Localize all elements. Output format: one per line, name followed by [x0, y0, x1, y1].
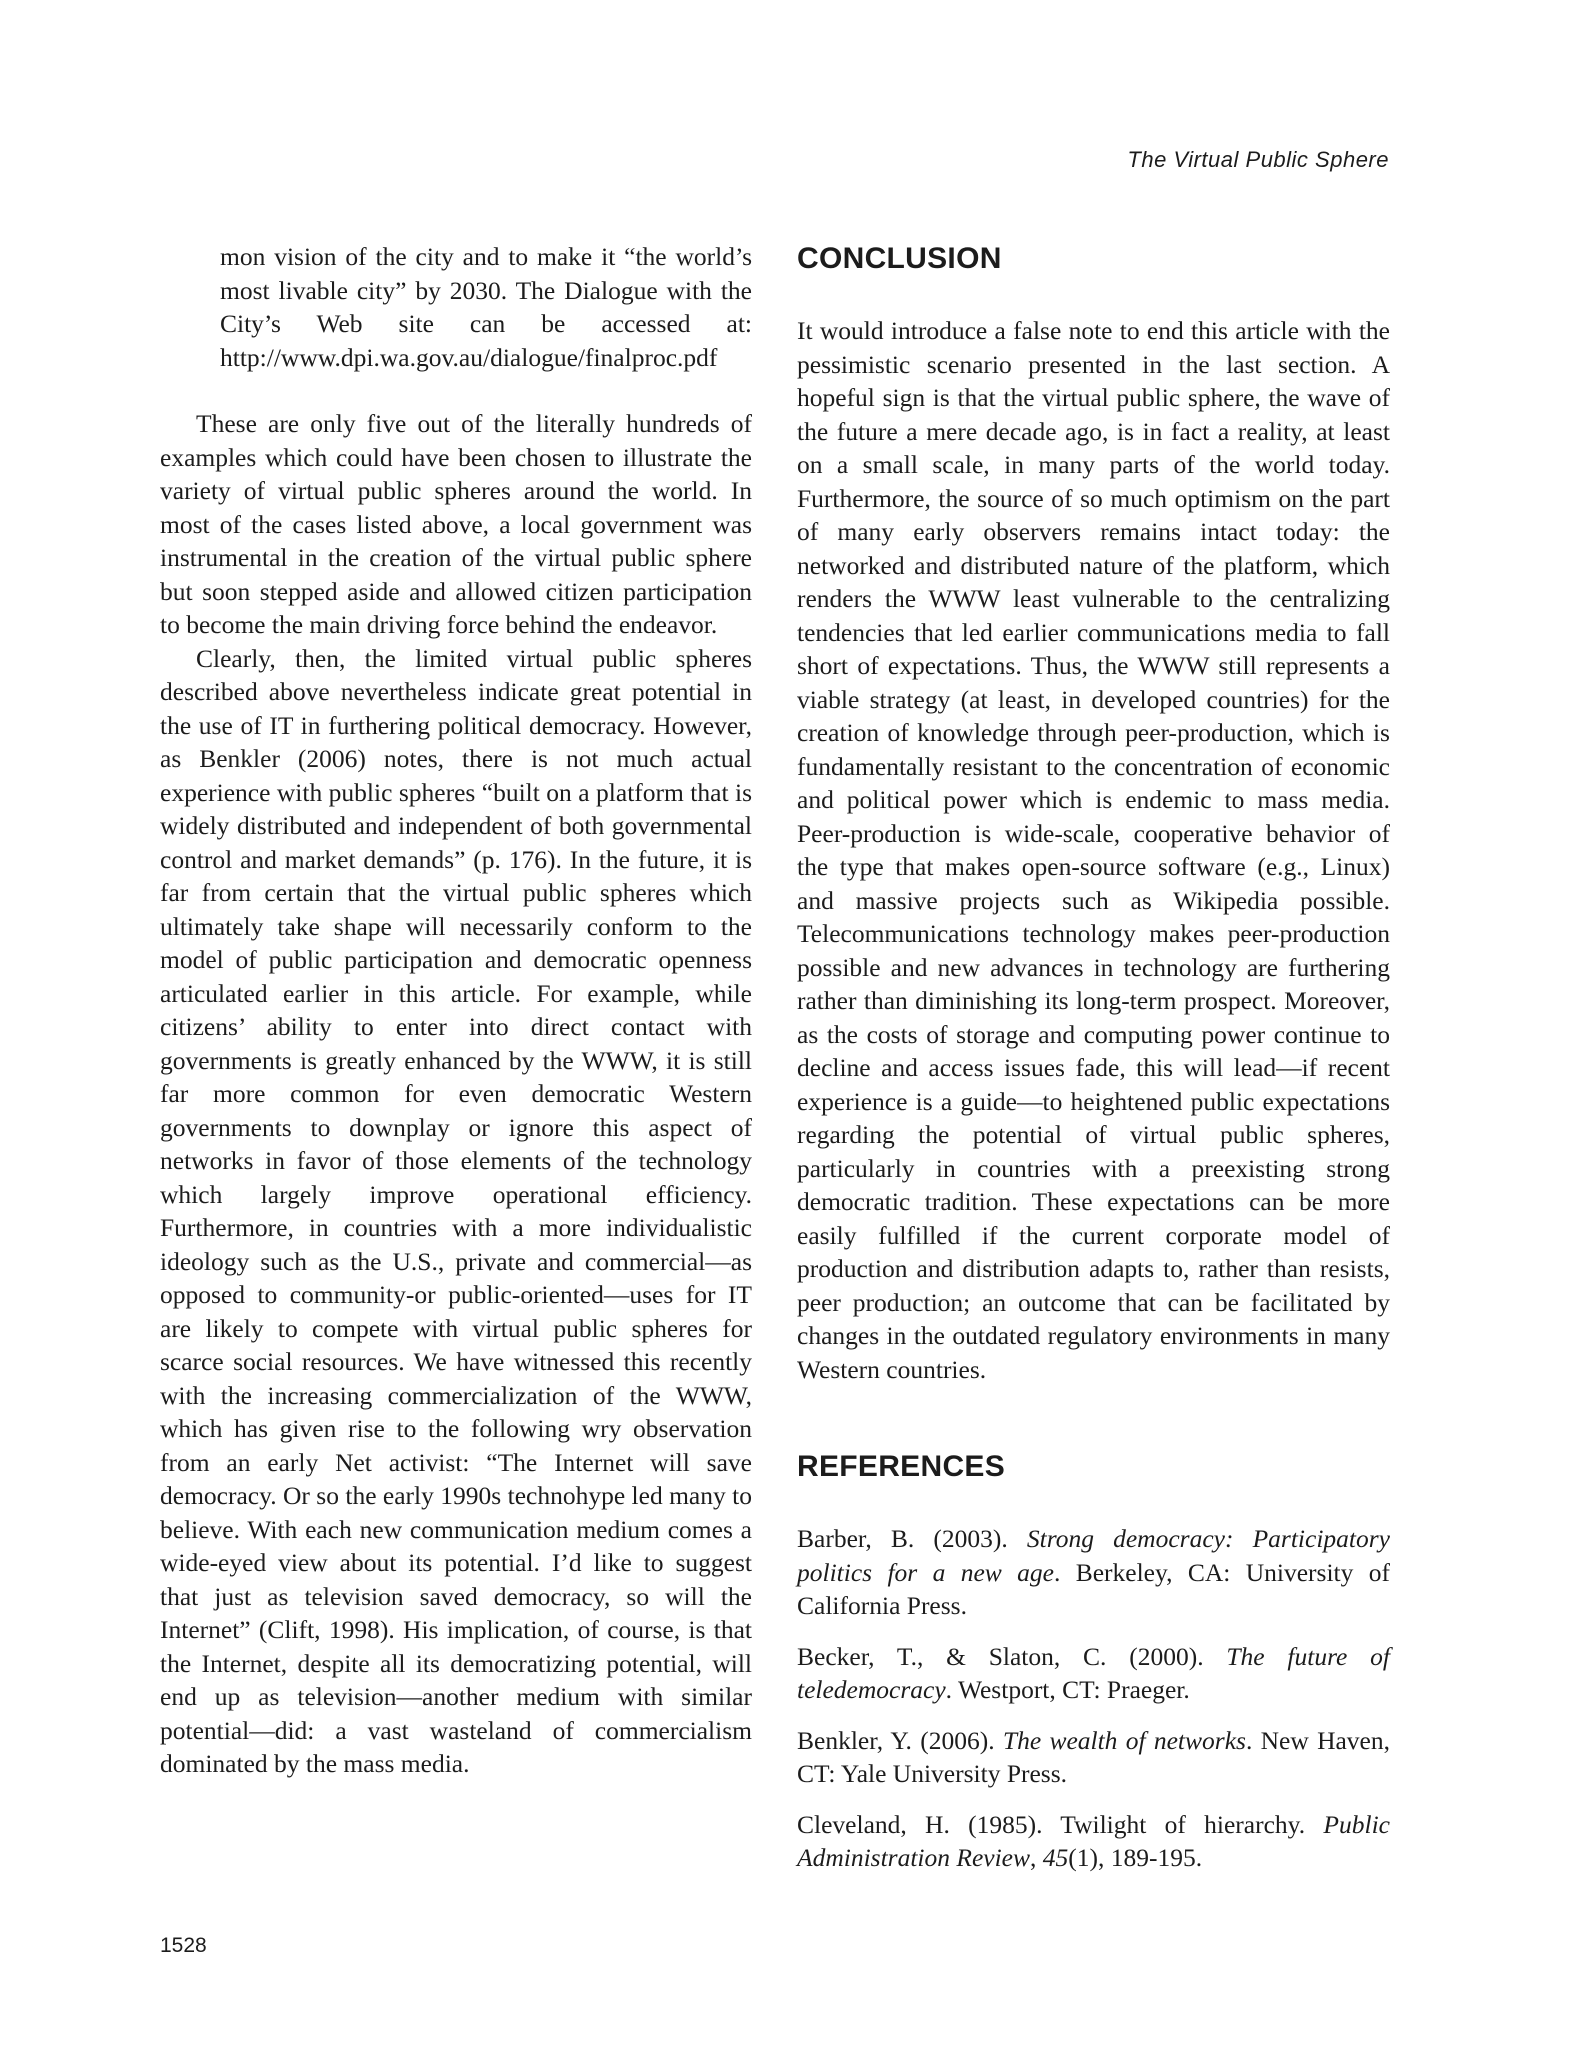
- reference-publisher: . New Haven, CT: Yale University Press.: [797, 1725, 1390, 1788]
- reference-entry: [797, 1522, 1390, 1623]
- reference-journal: Public Administration Review: [797, 1809, 1390, 1872]
- left-column: [160, 240, 752, 1781]
- conclusion-paragraph: It would introduce a false note to end this article with the pessimistic scenario presented in the last section. A hopeful sign is that the virtual public sphere, the wave of the future a mere decade ago, is in fact a reality, at least on a small scale, in many parts of the world today. Furthermore, the source of so much optimism on the part of many early observers remains intact today: the networked and distributed nature of the platform, which renders the WWW least vulnerable to the centralizing tendencies that led earlier communications media to fall short of expectations. Thus, the WWW still represents a viable strategy (at least, in developed countries) for the creation of knowledge through peer-production, which is fundamentally resistant to the concentration of economic and political power which is endemic to mass media. Peer-production is wide-scale, cooperative behavior of the type that makes open-source software (e.g., Linux) and massive projects such as Wikipedia possible. Telecommunications technology makes peer-production possible and new advances in technology are furthering rather than diminishing its long-term prospect. Moreover, as the costs of storage and computing power continue to decline and access issues fade, this will lead—if recent experience is a guide—to heightened public expectations regarding the potential of virtual public spheres, particularly in countries with a preexisting strong democratic tradition. These expectations can be more easily fulfilled if the current corporate model of production and distribution adapts to, rather than resists, peer production; an outcome that can be facilitated by changes in the outdated regulatory environments in many Western countries.: [797, 316, 1390, 1384]
- reference-authors: Cleveland, H. (1985). Twilight of hierarchy.: [797, 1809, 1324, 1839]
- running-head-title: The Virtual Public Sphere: [1127, 147, 1389, 172]
- reference-title: Strong democracy: Participatory politics for a new age: [797, 1524, 1390, 1587]
- body-paragraph: These are only five out of the literally hundreds of examples which could have been chosen to illustrate the variety of virtual public spheres around the world. In most of the cases listed above, a local government was instrumental in the creation of the virtual public sphere but soon stepped aside and allowed citizen participation to become the main driving force behind the endeavor.: [160, 409, 752, 639]
- references-heading: REFERENCES: [797, 1450, 1006, 1483]
- page-number: 1528: [160, 1934, 207, 1957]
- reference-separator: ,: [1030, 1843, 1043, 1872]
- reference-volume: 45: [1042, 1843, 1069, 1872]
- reference-entry: [797, 1640, 1390, 1707]
- reference-publisher: . Westport, CT: Praeger.: [945, 1675, 1190, 1704]
- block-quote: [220, 240, 752, 374]
- reference-title: The future of teledemocracy: [797, 1641, 1390, 1704]
- block-quote-text: mon vision of the city and to make it “the world’s most livable city” by 2030. The Dialogue with the City’s Web site can be accessed at: http://www.dpi.wa.gov.au/dialogue/finalproc.pdf: [220, 242, 752, 372]
- reference-authors: Barber, B. (2003).: [797, 1524, 1027, 1553]
- body-paragraph: Clearly, then, the limited virtual public spheres described above nevertheless indicate great potential in the use of IT in furthering political democracy. However, as Benkler (2006) notes, there is not much actual experience with public spheres “built on a platform that is widely distributed and independent of both governmental control and market demands” (p. 176). In the future, it is far from certain that the virtual public spheres which ultimately take shape will necessarily conform to the model of public participation and democratic openness articulated earlier in this article. For example, while citizens’ ability to enter into direct contact with governments is greatly enhanced by the WWW, it is still far more common for even democratic Western governments to downplay or ignore this aspect of networks in favor of those elements of the technology which largely improve operational efficiency. Furthermore, in countries with a more individualistic ideology such as the U.S., private and commercial—as opposed to community-or public-oriented—uses for IT are likely to compete with virtual public spheres for scarce social resources. We have witnessed this recently with the increasing commercialization of the WWW, which has given rise to the following wry observation from an early Net activist: “The Internet will save democracy. Or so the early 1990s technohype led many to believe. With each new communication medium comes a wide-eyed view about its potential. I’d like to suggest that just as television saved democracy, so will the Internet” (Clift, 1998). His implication, of course, is that the Internet, despite all its democratizing potential, will end up as television—another medium with similar potential—did: a vast wasteland of commercialism dominated by the mass media.: [160, 643, 752, 1778]
- reference-authors: Becker, T., & Slaton, C. (2000).: [797, 1641, 1227, 1671]
- conclusion-heading: CONCLUSION: [797, 242, 1002, 275]
- reference-entry: [797, 1808, 1390, 1875]
- reference-pages: (1), 189-195.: [1068, 1843, 1203, 1872]
- reference-authors: Benkler, Y. (2006).: [797, 1725, 1003, 1755]
- reference-entry: [797, 1724, 1390, 1791]
- right-column: [797, 240, 1390, 1892]
- reference-publisher: . Berkeley, CA: University of California Press.: [797, 1557, 1390, 1620]
- reference-title: The wealth of networks: [1002, 1725, 1246, 1755]
